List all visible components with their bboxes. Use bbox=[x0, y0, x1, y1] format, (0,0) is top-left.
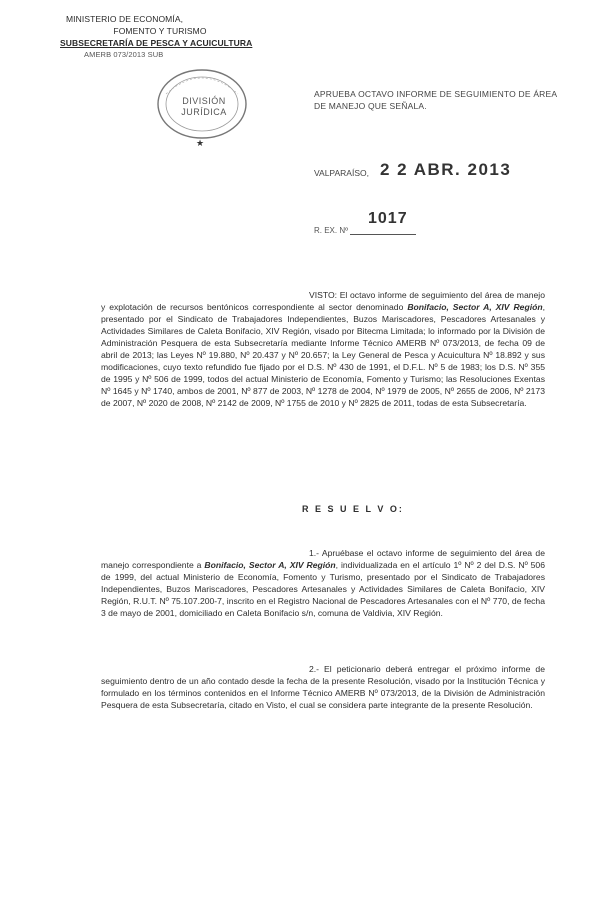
ministry-line-2: FOMENTO Y TURISMO bbox=[113, 26, 207, 36]
resuelvo-heading: R E S U E L V O: bbox=[302, 504, 404, 514]
resolution-number bbox=[314, 212, 434, 240]
ministry-line: MINISTERIO DE ECONOMÍA, bbox=[66, 14, 184, 24]
letterhead bbox=[60, 13, 260, 61]
number-underline bbox=[350, 234, 416, 235]
visto-paragraph: VISTO: El octavo informe de seguimiento del área de manejo y explotación de recursos bentónicos correspondiente al sector denominado Bonifacio, Sector A, XIV Región, presentado por el Sindicato de Trabajadores Independientes, Buzos Mariscadores, Pescadores Artesanales y Actividades Similares de Caleta Bonifacio, XIV Región, visado por Bitecma Limitada; lo informado por la División de Administración Pesquera de esta Subsecretaría mediante Informe Técnico AMERB Nº 073/2013, de fecha 09 de abril de 2013; las Leyes Nº 19.880, Nº 20.437 y Nº 20.657; la Ley General de Pesca y Acuicultura Nº 18.892 y sus modificaciones, cuyo texto refundido fue fijado por el D.S. Nº 430 de 1991, el D.F.L. Nº 5 de 1983; los D.S. Nº 355 de 1995 y Nº 506 de 1999, todos del actual Ministerio de Economía, Fomento y Turismo; las Resoluciones Exentas Nº 1645 y Nº 1740, ambos de 2001, Nº 877 de 2003, Nº 1278 de 2004, Nº 1979 de 2005, Nº 2655 de 2006, Nº 2173 de 2007, Nº 2020 de 2008, Nº 2142 de 2009, Nº 1755 de 2010 y Nº 2825 de 2011, todas de esta Subsecretaría. bbox=[101, 290, 545, 408]
resolution-number-value: 1017 bbox=[368, 210, 408, 227]
subsecretariat-line: SUBSECRETARÍA DE PESCA Y ACUICULTURA bbox=[60, 38, 253, 48]
file-reference: AMERB 073/2013 SUB bbox=[84, 50, 164, 59]
star-icon: ★ bbox=[196, 138, 205, 148]
issue-date: 2 2 ABR. 2013 bbox=[380, 160, 512, 179]
resolution-paragraph-2: 2.- El peticionario deberá entregar el próximo informe de seguimiento dentro de un año contado desde la fecha de la presente Resolución, visado por la Institución Técnica y formulado en los términos contenidos en el Informe Técnico AMERB Nº 073/2013, de la División de Administración Pesquera de esta Subsecretaría, citado en Visto, el cual se considera parte integrante de la presente Resolución. bbox=[101, 664, 545, 710]
date-row bbox=[314, 160, 564, 182]
reference-summary: APRUEBA OCTAVO INFORME DE SEGUIMIENTO DE ÁREA DE MANEJO QUE SEÑALA. bbox=[314, 89, 557, 111]
sector-name: Bonifacio, Sector A, XIV Región bbox=[407, 302, 543, 312]
place-label: VALPARAÍSO, bbox=[314, 168, 369, 178]
stamp-label: DIVISIÓN JURÍDICA bbox=[181, 96, 227, 117]
resolution-paragraph-1: 1.- Apruébase el octavo informe de seguimiento del área de manejo correspondiente a Bonifacio, Sector A, XIV Región, individualizada en el artículo 1º Nº 2 del D.S. Nº 506 de 1999, del actual Ministerio de Economía, Fomento y Turismo, presentado por el Sindicato de Trabajadores Independientes, Buzos Mariscadores, Pescadores Artesanales y Actividades Similares de Caleta Bonifacio, XIV Región, R.U.T. Nº 75.107.200-7, inscrito en el Registro Nacional de Pescadores Artesanales con el Nº 770, de fecha 3 de mayo de 2001, domiciliado en Caleta Bonifacio s/n, comuna de Valdivia, XIV Región. bbox=[101, 548, 545, 618]
sector-name: Bonifacio, Sector A, XIV Región bbox=[204, 560, 336, 570]
resolution-number-label: R. EX. Nº bbox=[314, 226, 349, 235]
